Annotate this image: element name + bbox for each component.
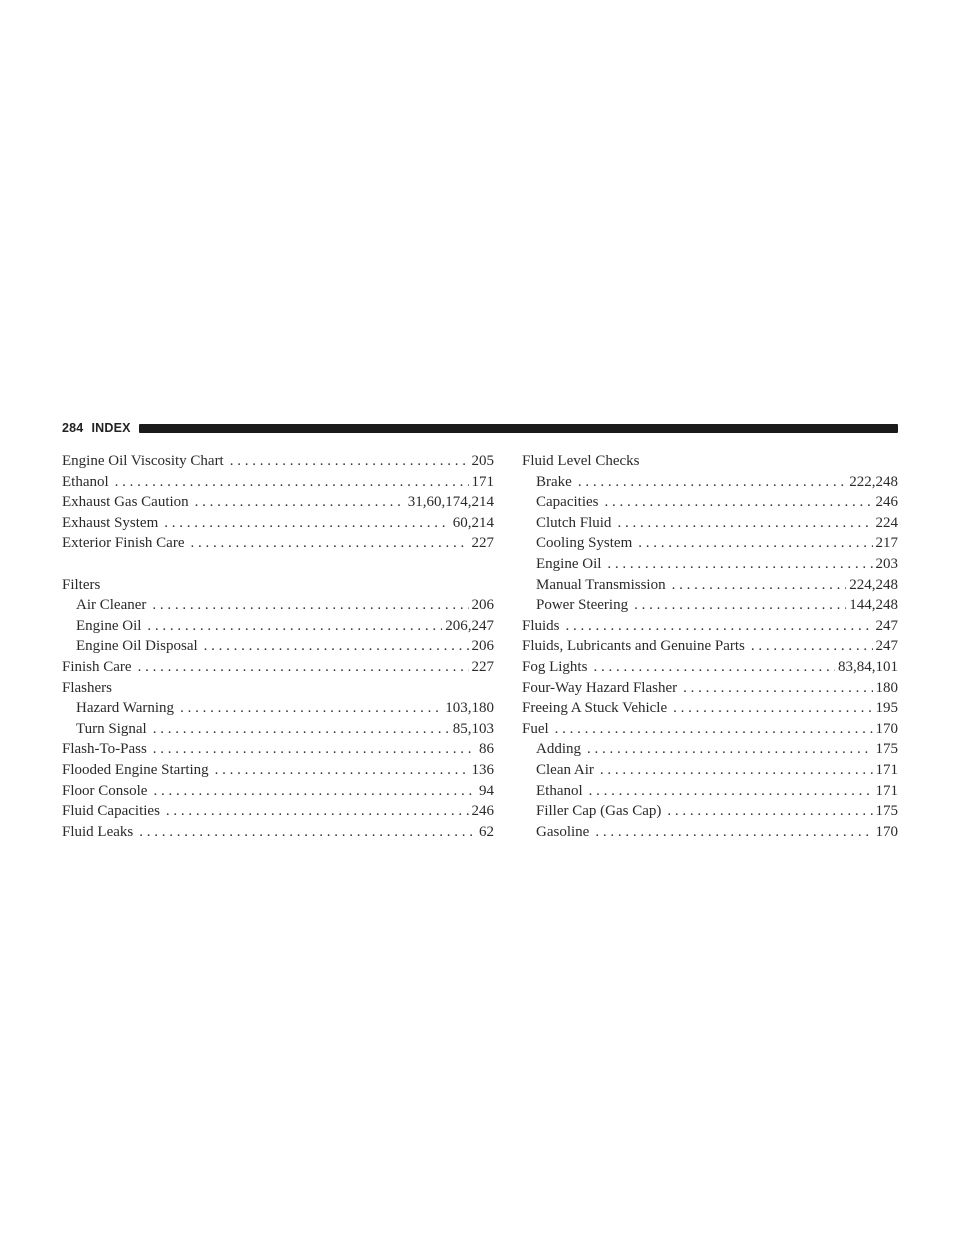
entry-label: Flash-To-Pass xyxy=(62,741,147,758)
index-subentry xyxy=(522,472,898,493)
entry-label: Hazard Warning xyxy=(76,700,175,717)
entry-pages: 227 xyxy=(471,535,494,552)
dot-leader xyxy=(683,678,872,699)
entry-label: Exhaust Gas Caution xyxy=(62,494,189,511)
entry-pages: 195 xyxy=(875,700,898,717)
entry-label: Adding xyxy=(536,741,581,758)
entry-pages: 171 xyxy=(875,761,898,778)
entry-pages: 180 xyxy=(875,679,898,696)
entry-pages: 205 xyxy=(471,453,494,469)
entry-pages: 175 xyxy=(875,741,898,758)
index-entry xyxy=(62,533,494,554)
entry-pages: 85,103 xyxy=(452,720,494,737)
dot-leader xyxy=(607,554,872,575)
dot-leader xyxy=(153,739,476,760)
index-subentry xyxy=(522,513,898,534)
index-column-left xyxy=(62,451,494,842)
dot-leader xyxy=(566,616,873,637)
entry-label: Gasoline xyxy=(536,823,590,840)
dot-leader xyxy=(555,719,873,740)
entry-label: Fuel xyxy=(522,720,549,737)
entry-pages: 103,180 xyxy=(445,700,494,717)
header-rule xyxy=(139,424,898,433)
entry-label: Manual Transmission xyxy=(536,576,666,593)
section-title: INDEX xyxy=(91,421,131,435)
entry-label: Clutch Fluid xyxy=(536,514,612,531)
dot-leader xyxy=(215,760,469,781)
dot-leader xyxy=(751,636,873,657)
index-entry xyxy=(62,781,494,802)
entry-pages: 247 xyxy=(875,638,898,655)
dot-leader xyxy=(672,575,847,596)
entry-pages: 62 xyxy=(479,823,494,840)
page-number: 284 xyxy=(62,421,84,435)
entry-label: Four-Way Hazard Flasher xyxy=(522,679,678,696)
index-subentry xyxy=(522,554,898,575)
entry-pages: 246 xyxy=(471,803,494,820)
dot-leader xyxy=(673,698,872,719)
entry-pages: 171 xyxy=(471,473,494,490)
dot-leader xyxy=(153,719,450,740)
index-subentry xyxy=(522,575,898,596)
index-entry xyxy=(62,739,494,760)
entry-pages: 170 xyxy=(875,823,898,840)
index-entry xyxy=(62,472,494,493)
entry-label: Turn Signal xyxy=(76,720,147,737)
index-entry xyxy=(522,616,898,637)
entry-pages: 170 xyxy=(875,720,898,737)
index-subentry xyxy=(62,636,494,657)
dot-leader xyxy=(589,781,873,802)
entry-pages: 60,214 xyxy=(452,514,494,531)
entry-label: Engine Oil Disposal xyxy=(76,638,198,655)
entry-label: Engine Oil xyxy=(536,555,602,572)
entry-pages: 206 xyxy=(471,638,494,655)
index-heading: Filters xyxy=(62,576,101,593)
entry-label: Finish Care xyxy=(62,658,132,675)
entry-label: Flooded Engine Starting xyxy=(62,761,209,778)
dot-leader xyxy=(634,595,846,616)
index-entry xyxy=(522,657,898,678)
index-subentry xyxy=(522,822,898,843)
index-entry xyxy=(522,698,898,719)
index-subentry xyxy=(522,533,898,554)
entry-pages: 217 xyxy=(875,535,898,552)
index-subentry xyxy=(522,492,898,513)
entry-pages: 246 xyxy=(875,494,898,511)
dot-leader xyxy=(190,533,468,554)
dot-leader xyxy=(578,472,846,493)
dot-leader xyxy=(166,801,469,822)
dot-leader xyxy=(138,657,469,678)
index-subentry xyxy=(522,739,898,760)
index-subentry xyxy=(522,760,898,781)
entry-pages: 31,60,174,214 xyxy=(407,494,494,511)
dot-leader xyxy=(153,781,476,802)
index-subentry xyxy=(522,781,898,802)
entry-pages: 83,84,101 xyxy=(838,658,898,675)
index-heading: Flashers xyxy=(62,679,112,696)
index-entry xyxy=(62,513,494,534)
entry-pages: 136 xyxy=(471,761,494,778)
dot-leader xyxy=(180,698,442,719)
index-subentry xyxy=(522,801,898,822)
index-entry xyxy=(522,636,898,657)
entry-label: Cooling System xyxy=(536,535,633,552)
entry-label: Brake xyxy=(536,473,572,490)
entry-label: Fluid Leaks xyxy=(62,823,134,840)
index-subentry xyxy=(62,698,494,719)
entry-pages: 227 xyxy=(471,658,494,675)
index-subentry xyxy=(62,595,494,616)
entry-label: Fluids, Lubricants and Genuine Parts xyxy=(522,638,745,655)
entry-pages: 224 xyxy=(875,514,898,531)
dot-leader xyxy=(230,451,469,472)
entry-label: Fluids xyxy=(522,617,560,634)
dot-leader xyxy=(164,513,450,534)
entry-label: Air Cleaner xyxy=(76,597,147,614)
dot-leader xyxy=(195,492,405,513)
entry-label: Engine Oil Viscosity Chart xyxy=(62,453,224,469)
dot-leader xyxy=(139,822,476,843)
dot-leader xyxy=(638,533,872,554)
index-entry xyxy=(62,657,494,678)
index-entry xyxy=(62,822,494,843)
dot-leader xyxy=(587,739,873,760)
entry-pages: 94 xyxy=(479,782,494,799)
index-entry xyxy=(62,451,494,472)
index-column-right xyxy=(522,451,898,842)
index-entry xyxy=(62,492,494,513)
entry-label: Fluid Capacities xyxy=(62,803,160,820)
entry-label: Filler Cap (Gas Cap) xyxy=(536,803,662,820)
entry-label: Freeing A Stuck Vehicle xyxy=(522,700,668,717)
dot-leader xyxy=(204,636,469,657)
entry-pages: 206 xyxy=(471,597,494,614)
index-subentry xyxy=(522,595,898,616)
dot-leader xyxy=(115,472,469,493)
index-subentry xyxy=(62,719,494,740)
entry-pages: 222,248 xyxy=(849,473,898,490)
entry-pages: 206,247 xyxy=(445,617,494,634)
entry-label: Power Steering xyxy=(536,597,629,614)
entry-label: Exhaust System xyxy=(62,514,159,531)
entry-pages: 86 xyxy=(479,741,494,758)
entry-pages: 144,248 xyxy=(849,597,898,614)
dot-leader xyxy=(152,595,468,616)
entry-pages: 203 xyxy=(875,555,898,572)
index-entry xyxy=(62,760,494,781)
entry-pages: 247 xyxy=(875,617,898,634)
index-heading: Fluid Level Checks xyxy=(522,453,640,469)
dot-leader xyxy=(593,657,835,678)
entry-label: Capacities xyxy=(536,494,599,511)
dot-leader xyxy=(600,760,873,781)
entry-label: Exterior Finish Care xyxy=(62,535,185,552)
index-entry xyxy=(522,678,898,699)
entry-pages: 175 xyxy=(875,803,898,820)
dot-leader xyxy=(147,616,442,637)
page-header xyxy=(62,418,898,438)
dot-leader xyxy=(595,822,872,843)
entry-label: Ethanol xyxy=(536,782,583,799)
entry-label: Ethanol xyxy=(62,473,109,490)
dot-leader xyxy=(604,492,872,513)
dot-leader xyxy=(667,801,872,822)
index-entry xyxy=(522,719,898,740)
dot-leader xyxy=(617,513,872,534)
entry-label: Floor Console xyxy=(62,782,148,799)
entry-pages: 224,248 xyxy=(849,576,898,593)
entry-label: Fog Lights xyxy=(522,658,588,675)
index-entry xyxy=(62,801,494,822)
entry-label: Engine Oil xyxy=(76,617,142,634)
entry-label: Clean Air xyxy=(536,761,594,778)
index-subentry xyxy=(62,616,494,637)
entry-pages: 171 xyxy=(875,782,898,799)
index-spacer xyxy=(62,554,494,575)
